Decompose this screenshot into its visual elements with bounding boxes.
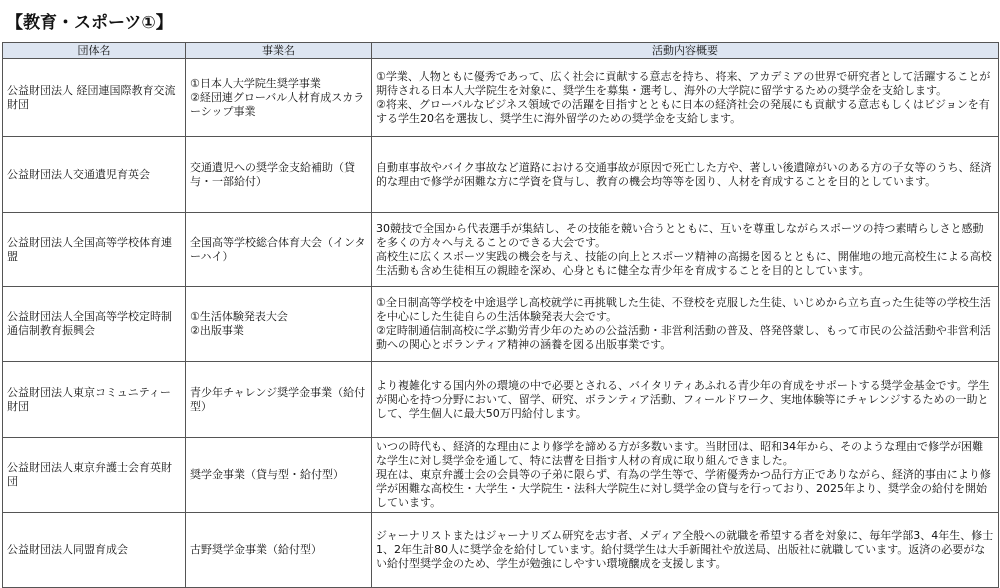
desc-cell: ジャーナリストまたはジャーナリズム研究を志す者、メディア全般への就職を希望する者を対象に、毎年学部3、4年生、修士1、2年生計80人に奨学金を給付しています。給付奨学生は大手新聞社や放送局、出版社に就職しています。返済の必要がない給付型奨学金のため、学生が勉強にしやすい環境醸成を支援します。 xyxy=(372,513,999,588)
header-desc: 活動内容概要 xyxy=(372,43,999,59)
desc-cell: より複雑化する国内外の環境の中で必要とされる、バイタリティあふれる青少年の育成をサポートする奨学金基金です。学生が関心を持つ分野において、留学、研究、ボランティア活動、フィールドワーク、実地体験等にチャレンジするための一助として、学生個人に最大50万円給付します。 xyxy=(372,362,999,438)
project-cell: 交通遺児への奨学金支給補助（貸与・一部給付） xyxy=(186,137,372,213)
table-header-row xyxy=(3,43,999,59)
page-title: 【教育・スポーツ①】 xyxy=(6,13,173,33)
table-row xyxy=(3,438,999,513)
table-row xyxy=(3,137,999,213)
desc-cell: ①全日制高等学校を中途退学し高校就学に再挑戦した生徒、不登校を克服した生徒、いじめから立ち直った生徒等の学校生活を中心にした生徒自らの生活体験発表大会です。 ②定時制通信制高校に学ぶ勤労青少年のための公益活動・非営利活動の普及、啓発啓蒙し、もって市民の公益活動や非営利活動への関心とボランティア精神の涵養を図る出版事業です。 xyxy=(372,287,999,362)
org-cell: 公益財団法人 経団連国際教育交流財団 xyxy=(3,59,186,137)
org-cell: 公益財団法人全国高等学校体育連盟 xyxy=(3,213,186,287)
project-cell: ①日本人大学院生奨学事業 ②経団連グローバル人材育成スカラーシップ事業 xyxy=(186,59,372,137)
desc-cell: 30競技で全国から代表選手が集結し、その技能を競い合うとともに、互いを尊重しながらスポーツの持つ素晴らしさと感動を多くの方々へ与えることのできる大会です。 高校生に広くスポーツ実践の機会を与え、技能の向上とスポーツ精神の高揚を図るとともに、開催地の地元高校生による高校生活動も含め生徒相互の親睦を深め、心身ともに健全な青少年を育成することを目的としています。 xyxy=(372,213,999,287)
project-cell: ①生活体験発表大会 ②出版事業 xyxy=(186,287,372,362)
project-cell: 青少年チャレンジ奨学金事業（給付型） xyxy=(186,362,372,438)
org-cell: 公益財団法人東京コミュニティー財団 xyxy=(3,362,186,438)
table-row xyxy=(3,362,999,438)
header-org: 団体名 xyxy=(3,43,186,59)
table-row xyxy=(3,213,999,287)
table-row xyxy=(3,513,999,588)
grant-table xyxy=(2,42,999,588)
project-cell: 古野奨学金事業（給付型） xyxy=(186,513,372,588)
desc-cell: 自動車事故やバイク事故など道路における交通事故が原因で死亡した方や、著しい後遺障がいのある方の子女等のうち、経済的な理由で修学が困難な方に学資を貸与し、教育の機会均等等を図り、人材を育成することを目的としています。 xyxy=(372,137,999,213)
desc-cell: いつの時代も、経済的な理由により修学を諦める方が多数います。当財団は、昭和34年から、そのような理由で修学が困難な学生に対し奨学金を通して、特に法曹を目指す人材の育成に取り組んできました。 現在は、東京弁護士会の会員等の子弟に限らず、有為の学生等で、学術優秀かつ品行方正でありながら、経済的事由により修学が困難な高校生・大学生・大学院生・法科大学院生に対し奨学金の貸与を行っており、2025年より、奨学金の給付を開始しています。 xyxy=(372,438,999,513)
table-row xyxy=(3,59,999,137)
org-cell: 公益財団法人同盟育成会 xyxy=(3,513,186,588)
desc-cell: ①学業、人物ともに優秀であって、広く社会に貢献する意志を持ち、将来、アカデミアの世界で研究者として活躍することが期待される日本人大学院生を対象に、奨学生を募集・選考し、海外の大学院に留学するための奨学金を支給します。 ②将来、グローバルなビジネス領域での活躍を目指すとともに日本の経済社会の発展にも貢献する意志もしくはビジョンを有する学生20名を選抜し、奨学生に海外留学のための奨学金を支給します。 xyxy=(372,59,999,137)
table-row xyxy=(3,287,999,362)
org-cell: 公益財団法人交通遺児育英会 xyxy=(3,137,186,213)
project-cell: 奨学金事業（貸与型・給付型） xyxy=(186,438,372,513)
project-cell: 全国高等学校総合体育大会（インターハイ） xyxy=(186,213,372,287)
org-cell: 公益財団法人全国高等学校定時制通信制教育振興会 xyxy=(3,287,186,362)
org-cell: 公益財団法人東京弁護士会育英財団 xyxy=(3,438,186,513)
header-project: 事業名 xyxy=(186,43,372,59)
